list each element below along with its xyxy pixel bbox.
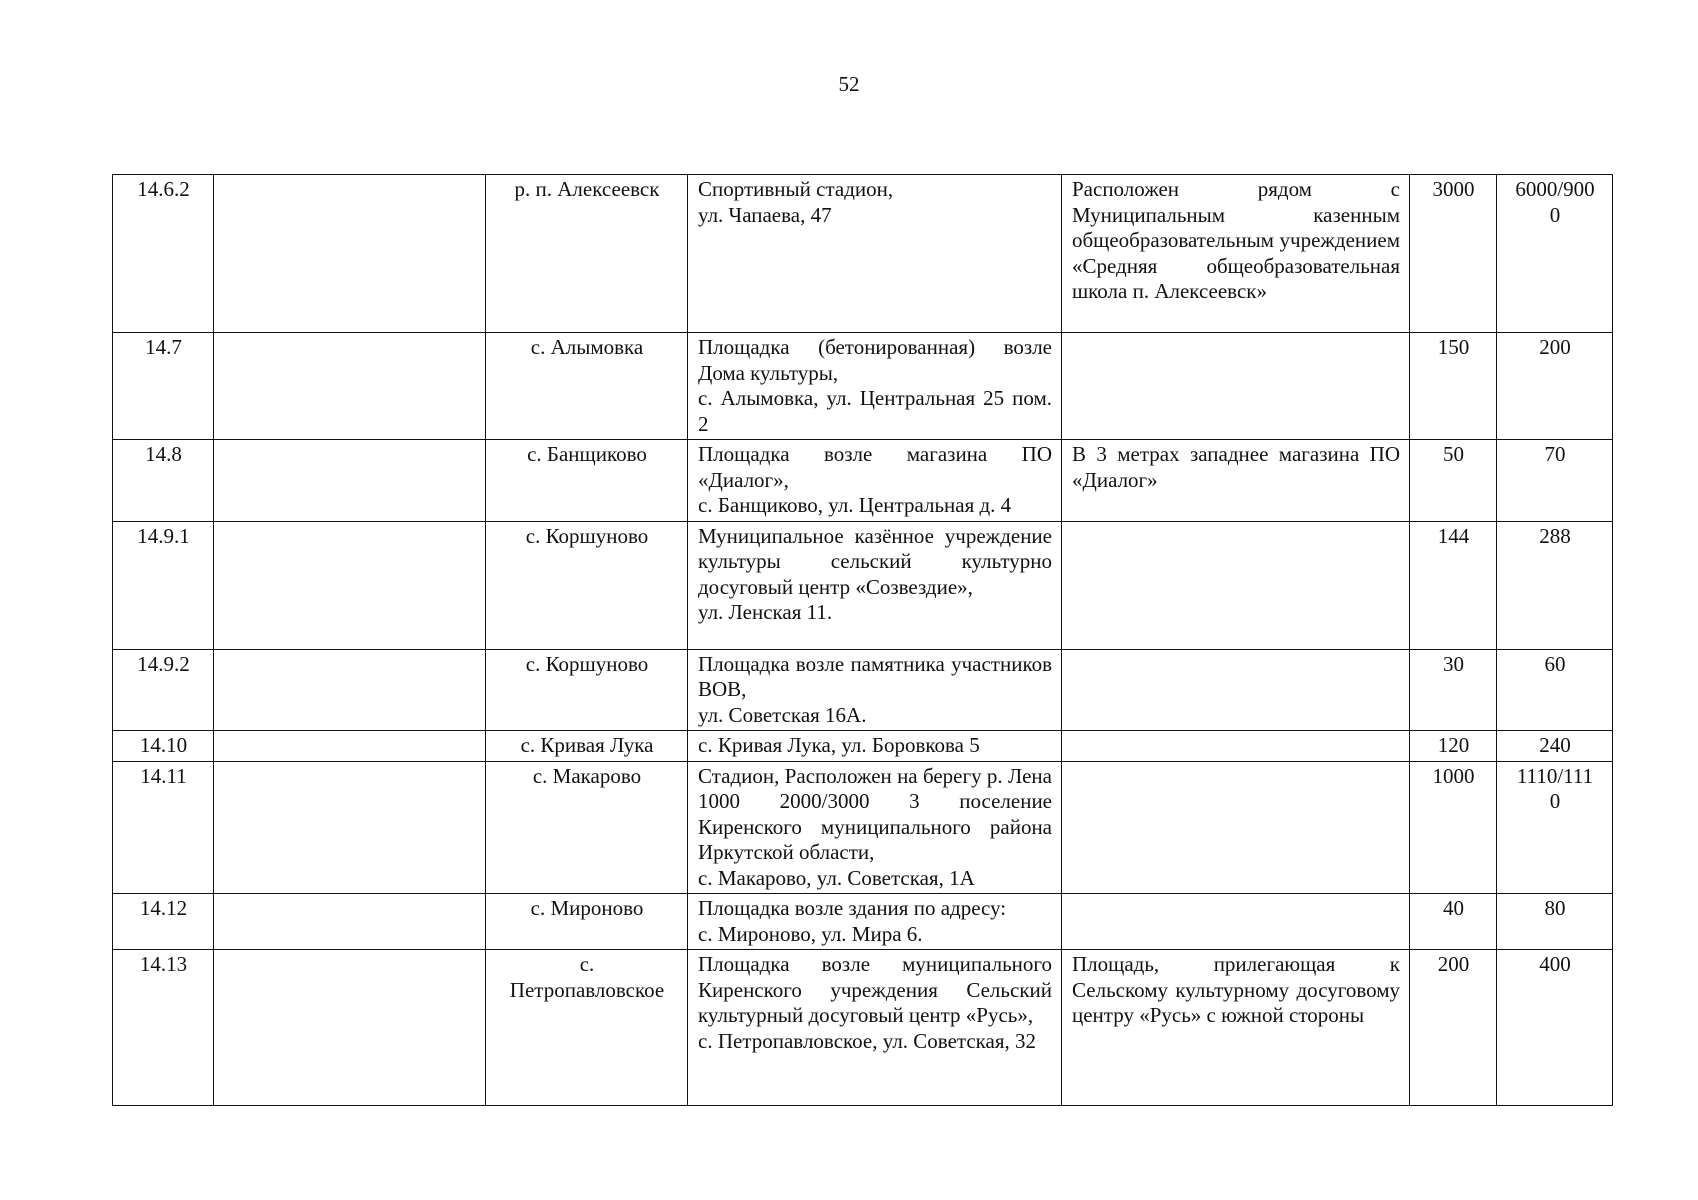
value2-line: 6000/900 (1515, 177, 1595, 201)
blank-cell (214, 440, 486, 522)
locality-cell (486, 649, 688, 731)
blank-cell (214, 950, 486, 1106)
description-line: Площадка возле муниципального Киренского учреждения Сельский культурный досуговый центр «Русь», (698, 952, 1052, 1027)
value1-cell: 30 (1410, 649, 1497, 731)
description-line: ул. Советская 16А. (698, 702, 867, 727)
page-number: 52 (838, 72, 860, 96)
table-row (113, 333, 1613, 440)
locality-cell (486, 761, 688, 894)
value2-line: 200 (1539, 335, 1571, 359)
description-line: с. Мироново, ул. Мира 6. (698, 921, 923, 946)
locality-line: с. Кривая Лука (520, 733, 654, 757)
table-row (113, 521, 1613, 649)
value2-cell (1497, 521, 1613, 649)
description-line: Площадка (бетонированная) возле Дома культуры, (698, 335, 1052, 385)
table-row (113, 894, 1613, 950)
description-cell (688, 950, 1062, 1106)
note-cell (1062, 175, 1410, 333)
table-row (113, 731, 1613, 762)
note-cell (1062, 950, 1410, 1106)
value1-cell: 144 (1410, 521, 1497, 649)
value2-line: 400 (1539, 952, 1571, 976)
value2-cell (1497, 894, 1613, 950)
note-cell (1062, 894, 1410, 950)
description-line: с. Макарово, ул. Советская, 1А (698, 865, 975, 890)
description-cell (688, 440, 1062, 522)
description-cell (688, 761, 1062, 894)
description-line: Площадка возле памятника участников ВОВ, (698, 651, 1052, 701)
value2-line: 60 (1544, 651, 1566, 676)
value2-cell (1497, 333, 1613, 440)
value2-line: 288 (1539, 523, 1571, 548)
value1-cell: 150 (1410, 333, 1497, 440)
locality-line: с. Коршуново (525, 523, 649, 548)
blank-cell (214, 761, 486, 894)
row-number-cell: 14.9.1 (113, 521, 214, 649)
description-line: с. Банщиково, ул. Центральная д. 4 (698, 493, 1012, 517)
locality-line: Петропавловское (509, 977, 665, 1002)
note-line: Площадь, прилегающая к Сельскому культурному досуговому центру «Русь» с южной стороны (1072, 952, 1400, 1027)
value1-cell: 1000 (1410, 761, 1497, 894)
description-line: Площадка возле магазина ПО «Диалог», (698, 442, 1052, 492)
value2-cell (1497, 440, 1613, 522)
description-cell (688, 175, 1062, 333)
locality-cell (486, 731, 688, 762)
value2-line: 0 (1549, 789, 1561, 813)
row-number-cell: 14.10 (113, 731, 214, 762)
table-row (113, 761, 1613, 894)
blank-cell (214, 333, 486, 440)
locality-cell (486, 521, 688, 649)
blank-cell (214, 649, 486, 731)
locality-cell (486, 950, 688, 1106)
note-cell (1062, 521, 1410, 649)
locality-cell (486, 440, 688, 522)
description-cell (688, 521, 1062, 649)
row-number-cell: 14.12 (113, 894, 214, 950)
note-cell (1062, 440, 1410, 522)
description-line: с. Кривая Лука, ул. Боровкова 5 (698, 733, 980, 757)
description-line: с. Алымовка, ул. Центральная 25 пом. 2 (698, 386, 1052, 436)
locality-line: с. Макарово (532, 763, 642, 788)
row-number-cell: 14.9.2 (113, 649, 214, 731)
note-cell (1062, 333, 1410, 440)
description-line: Спортивный стадион, (698, 177, 894, 201)
description-cell (688, 894, 1062, 950)
note-cell (1062, 761, 1410, 894)
locality-line: с. Мироново (530, 896, 644, 920)
locality-line: р. п. Алексеевск (514, 177, 660, 201)
table-row (113, 440, 1613, 522)
value1-cell: 200 (1410, 950, 1497, 1106)
description-line: ул. Ленская 11. (698, 600, 833, 624)
value2-line: 1110/111 (1516, 763, 1594, 788)
description-cell (688, 649, 1062, 731)
value2-cell (1497, 731, 1613, 762)
locality-cell (486, 333, 688, 440)
row-number-cell: 14.6.2 (113, 175, 214, 333)
locality-line: с. Банщиково (527, 442, 647, 466)
note-cell (1062, 731, 1410, 762)
description-line: с. Петропавловское, ул. Советская, 32 (698, 1028, 1037, 1053)
value2-line: 70 (1544, 442, 1566, 466)
value2-line: 0 (1549, 202, 1561, 227)
data-table (112, 174, 1613, 1106)
value2-cell (1497, 175, 1613, 333)
blank-cell (214, 521, 486, 649)
row-number-cell: 14.7 (113, 333, 214, 440)
table-body (113, 175, 1613, 1106)
value2-cell (1497, 950, 1613, 1106)
value2-line: 240 (1539, 733, 1571, 757)
value2-cell (1497, 649, 1613, 731)
row-number-cell: 14.8 (113, 440, 214, 522)
table-row (113, 950, 1613, 1106)
locality-line: с. Алымовка (530, 335, 644, 359)
table-row (113, 649, 1613, 731)
locality-cell (486, 175, 688, 333)
table-row (113, 175, 1613, 333)
locality-line: с. Коршуново (525, 651, 649, 676)
description-line: ул. Чапаева, 47 (698, 202, 832, 227)
blank-cell (214, 731, 486, 762)
value2-line: 80 (1544, 896, 1566, 920)
blank-cell (214, 894, 486, 950)
value2-cell (1497, 761, 1613, 894)
value1-cell: 120 (1410, 731, 1497, 762)
description-cell (688, 731, 1062, 762)
description-cell (688, 333, 1062, 440)
description-line: Площадка возле здания по адресу: (698, 896, 1007, 920)
note-line: Расположен рядом с Муниципальным казенным общеобразовательным учреждением «Средняя общеобразовательная школа п. Алексеевск» (1072, 177, 1400, 303)
note-line: В 3 метрах западнее магазина ПО «Диалог» (1072, 442, 1400, 492)
row-number-cell: 14.13 (113, 950, 214, 1106)
value1-cell: 3000 (1410, 175, 1497, 333)
row-number-cell: 14.11 (113, 761, 214, 894)
note-cell (1062, 649, 1410, 731)
locality-cell (486, 894, 688, 950)
blank-cell (214, 175, 486, 333)
description-line: Стадион, Расположен на берегу р. Лена 1000 2000/3000 3 поселение Киренского муниципального района Иркутской области, (698, 763, 1052, 864)
value1-cell: 50 (1410, 440, 1497, 522)
locality-line: с. (579, 952, 595, 976)
value1-cell: 40 (1410, 894, 1497, 950)
description-line: Муниципальное казённое учреждение культуры сельский культурно досуговый центр «Созвездие», (698, 523, 1052, 599)
